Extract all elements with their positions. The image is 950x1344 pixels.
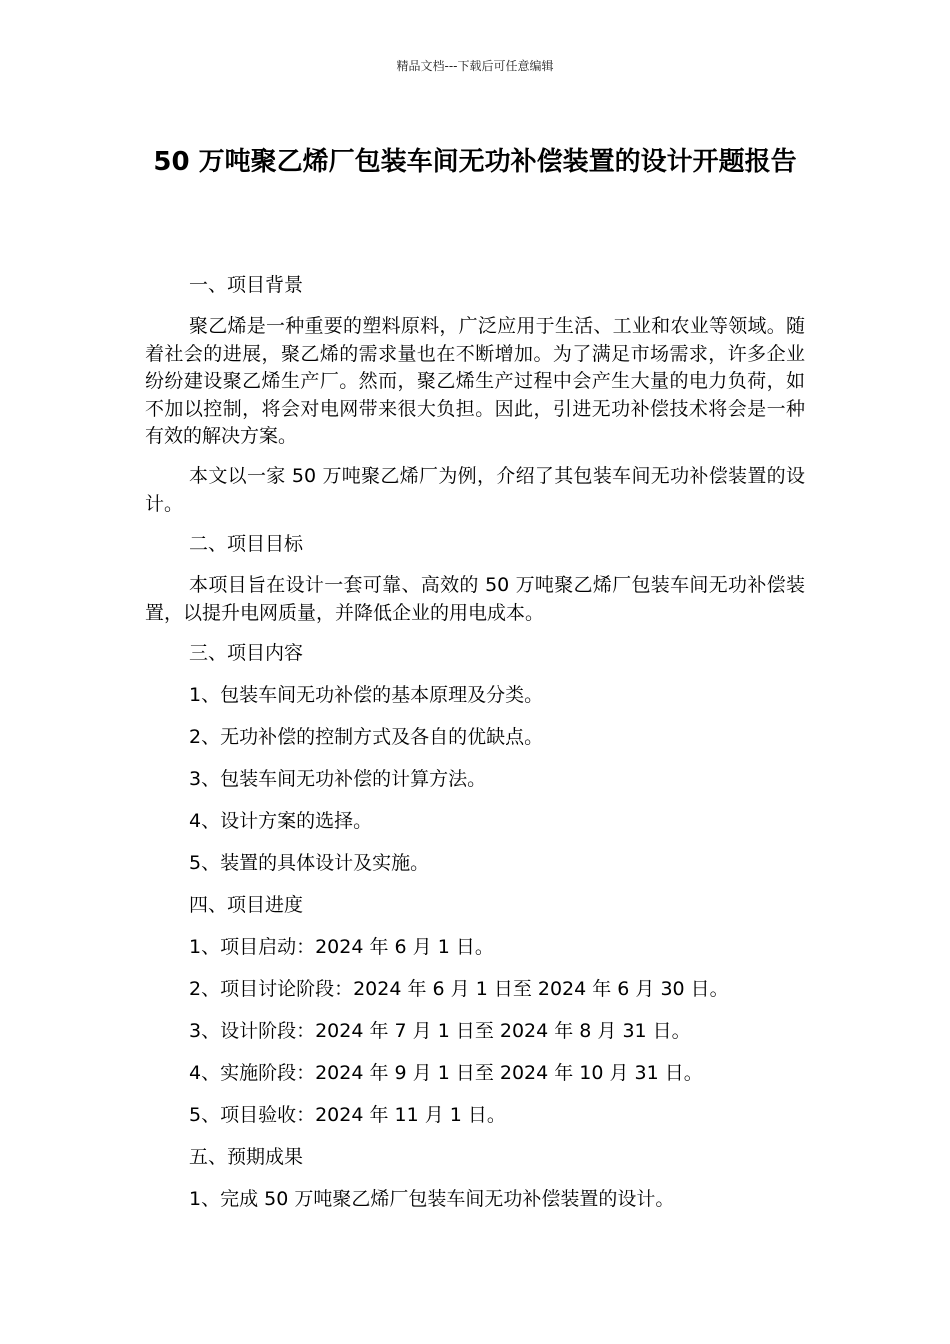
goals-paragraph: 本项目旨在设计一套可靠、高效的 50 万吨聚乙烯厂包装车间无功补偿装置，以提升电网质量，并降低企业的用电成本。 (145, 574, 805, 624)
schedule-list-item: 3、设计阶段：2024 年 7 月 1 日至 2024 年 8 月 31 日。 (189, 1020, 691, 1043)
section-heading-content: 三、项目内容 (189, 642, 304, 665)
content-list-item: 4、设计方案的选择。 (189, 810, 373, 833)
background-paragraph-2: 本文以一家 50 万吨聚乙烯厂为例，介绍了其包装车间无功补偿装置的设计。 (145, 464, 805, 515)
document-title: 50 万吨聚乙烯厂包装车间无功补偿装置的设计开题报告 (153, 147, 797, 177)
content-list-item: 1、包装车间无功补偿的基本原理及分类。 (189, 684, 544, 707)
background-paragraph-1: 聚乙烯是一种重要的塑料原料，广泛应用于生活、工业和农业等领域。随着社会的进展，聚乙烯的需求量也在不断增加。为了满足市场需求，许多企业纷纷建设聚乙烯生产厂。然而，聚乙烯生产过程中会产生大量的电力负荷，如不加以控制，将会对电网带来很大负担。因此，引进无功补偿技术将会是一种有效的解决方案。 (145, 315, 805, 448)
schedule-list-item: 2、项目讨论阶段：2024 年 6 月 1 日至 2024 年 6 月 30 日。 (189, 978, 729, 1001)
schedule-list-item: 4、实施阶段：2024 年 9 月 1 日至 2024 年 10 月 31 日。 (189, 1062, 703, 1085)
section-heading-goals: 二、项目目标 (189, 533, 304, 556)
section-heading-schedule: 四、项目进度 (189, 894, 304, 917)
document-body (145, 271, 805, 1227)
schedule-list-item: 1、项目启动：2024 年 6 月 1 日。 (189, 936, 494, 959)
outcomes-list-item: 1、完成 50 万吨聚乙烯厂包装车间无功补偿装置的设计。 (189, 1188, 675, 1211)
content-list-item: 3、包装车间无功补偿的计算方法。 (189, 768, 487, 791)
content-list-item: 2、无功补偿的控制方式及各自的优缺点。 (189, 726, 544, 749)
section-heading-outcomes: 五、预期成果 (189, 1146, 304, 1169)
section-heading-background: 一、项目背景 (189, 274, 304, 296)
schedule-list-item: 5、项目验收：2024 年 11 月 1 日。 (189, 1104, 506, 1127)
header-note: 精品文档---下载后可任意编辑 (396, 59, 554, 73)
content-list-item: 5、装置的具体设计及实施。 (189, 852, 430, 875)
